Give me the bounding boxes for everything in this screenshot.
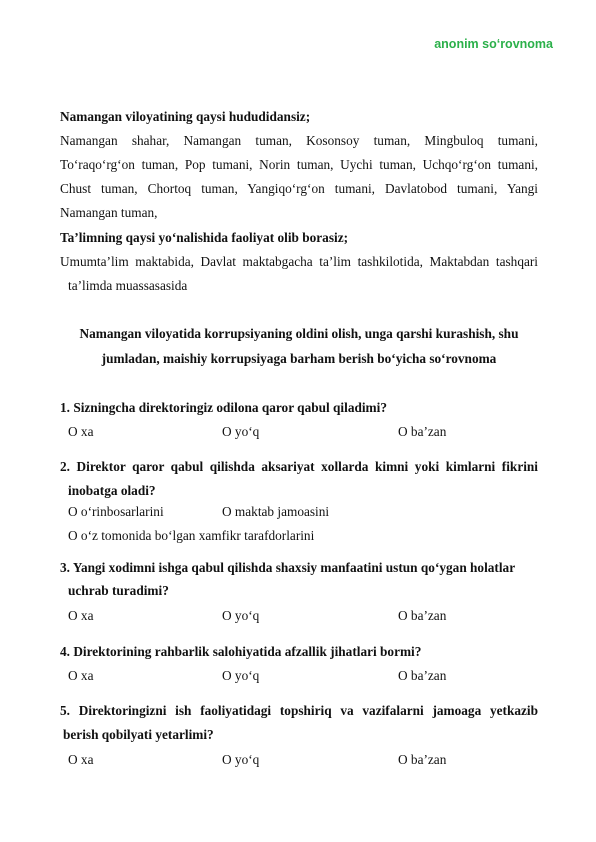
question-text: Direktor qaror qabul qilishda aksariyat xollarda kimni yoki kimlarni fikrini: [76, 459, 538, 474]
region-answer-line: Chust tuman, Chortoq tuman, Yangiqo‘rg‘on tumani, Davlatobod tumani, Yangi: [60, 181, 538, 196]
option-school-staff[interactable]: O maktab jamoasini: [222, 504, 330, 519]
education-question: Ta’limning qaysi yo‘nalishida faoliyat olib borasiz;: [60, 230, 349, 245]
education-answer-line: Umumta’lim maktabida, Davlat maktabgacha ta’lim tashkilotida, Maktabdan tashqari: [60, 254, 538, 269]
option-yes[interactable]: O xa: [68, 424, 94, 439]
option-no[interactable]: O yo‘q: [222, 608, 260, 623]
question-number: 4.: [60, 644, 70, 659]
question-number: 2.: [60, 459, 70, 474]
question-text: Direktorining rahbarlik salohiyatida afzallik jihatlari bormi?: [73, 644, 422, 659]
brand-label: anonim so‘rovnoma: [434, 37, 553, 51]
option-deputies[interactable]: O o‘rinbosarlarini: [68, 504, 164, 519]
survey-title-line: Namangan viloyatida korrupsiyaning oldini olish, unga qarshi kurashish, shu: [79, 326, 519, 341]
option-no[interactable]: O yo‘q: [222, 752, 260, 767]
question-number: 3.: [60, 560, 70, 575]
option-yes[interactable]: O xa: [68, 668, 94, 683]
option-supporters[interactable]: O o‘z tomonida bo‘lgan xamfikr tarafdorlarini: [68, 528, 315, 543]
region-answer-line: Namangan shahar, Namangan tuman, Kosonsoy tuman, Mingbuloq tumani,: [60, 133, 538, 148]
survey-title-line: jumladan, maishiy korrupsiyaga barham berish bo‘yicha so‘rovnoma: [101, 351, 497, 366]
education-answer-line: ta’limda muassasasida: [68, 278, 188, 293]
question-text-cont: berish qobilyati yetarlimi?: [63, 727, 214, 742]
option-yes[interactable]: O xa: [68, 608, 94, 623]
option-yes[interactable]: O xa: [68, 752, 94, 767]
question-3: [60, 560, 538, 576]
question-text-cont: uchrab turadimi?: [68, 583, 169, 598]
question-1: [60, 400, 538, 416]
question-number: 5.: [60, 703, 70, 718]
question-number: 1.: [60, 400, 70, 415]
option-sometimes[interactable]: O ba’zan: [398, 424, 447, 439]
question-2: [60, 459, 538, 475]
region-question: Namangan viloyatining qaysi hududidansiz;: [60, 109, 311, 124]
option-no[interactable]: O yo‘q: [222, 668, 260, 683]
question-4: [60, 644, 538, 660]
option-sometimes[interactable]: O ba’zan: [398, 608, 447, 623]
question-text: Sizningcha direktoringiz odilona qaror qabul qiladimi?: [73, 400, 387, 415]
question-text: Direktoringizni ish faoliyatidagi topshiriq va vazifalarni jamoaga yetkazib: [78, 703, 538, 718]
region-answer-line: Namangan tuman,: [60, 205, 158, 220]
question-text-cont: inobatga oladi?: [68, 483, 156, 498]
option-no[interactable]: O yo‘q: [222, 424, 260, 439]
question-text: Yangi xodimni ishga qabul qilishda shaxsiy manfaatini ustun qo‘ygan holatlar: [72, 560, 516, 575]
option-sometimes[interactable]: O ba’zan: [398, 752, 447, 767]
question-5: [60, 703, 538, 719]
option-sometimes[interactable]: O ba’zan: [398, 668, 447, 683]
region-answer-line: To‘raqo‘rg‘on tuman, Pop tumani, Norin tuman, Uychi tuman, Uchqo‘rg‘on tumani,: [60, 157, 538, 172]
